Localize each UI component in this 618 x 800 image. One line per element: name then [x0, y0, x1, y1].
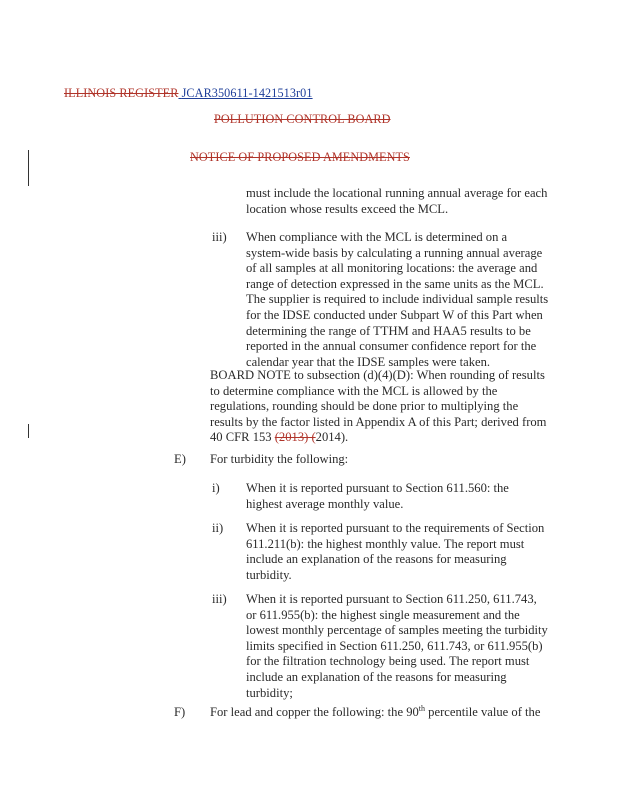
- item-iii-d-text: [246, 230, 548, 370]
- item-e-ii-text: [246, 521, 544, 583]
- board-header: POLLUTION CONTROL BOARD: [214, 112, 391, 126]
- text-line: include an explanation of the reasons for measuring: [246, 552, 507, 567]
- register-struck: ILLINOIS REGISTER: [64, 86, 179, 100]
- text-line: or 611.955(b): the highest single measurement and the: [246, 607, 520, 622]
- text-line: When it is reported pursuant to Section 611.250, 611.743,: [246, 592, 537, 606]
- text-line: highest average monthly value.: [246, 496, 404, 511]
- text-line: turbidity.: [246, 567, 292, 582]
- text-line: lowest monthly percentage of samples meeting the turbidity: [246, 623, 548, 638]
- item-e-ii-label: ii): [212, 521, 224, 535]
- text-line: When it is reported pursuant to the requirements of Section: [246, 521, 545, 535]
- text-line: The supplier is required to include individual sample results: [246, 292, 549, 307]
- item-e-iii-label: iii): [212, 592, 227, 606]
- text-line: location whose results exceed the MCL.: [246, 201, 449, 216]
- item-e-iii-text: [246, 592, 548, 701]
- text-line: must include the locational running annual average for each: [246, 186, 548, 200]
- item-f-text: For lead and copper the following: the 90th percentile value of the: [210, 703, 541, 719]
- register-header: [64, 86, 313, 101]
- text-line: for the IDSE conducted under Subpart W of this Part when: [246, 307, 543, 322]
- text-line: When it is reported pursuant to Section 611.560: the: [246, 481, 509, 495]
- item-e-i-text: [246, 481, 509, 512]
- text-line: range of detection expressed in the same units as the MCL.: [246, 276, 544, 291]
- item-e-text: For turbidity the following:: [210, 452, 349, 466]
- text-line: system-wide basis by calculating a running annual average: [246, 245, 543, 260]
- text-line: for the filtration technology being used. The report must: [246, 654, 530, 669]
- change-bar-middle: [28, 424, 29, 438]
- board-note: [210, 368, 546, 446]
- register-inserted: JCAR350611-1421513r01: [181, 86, 313, 100]
- text-line: regulations, rounding should be done prior to multiplying the: [210, 399, 519, 414]
- text-line: reported in the annual consumer confidence report for the: [246, 339, 537, 354]
- text-line-last: 40 CFR 153 (2013) (2014).: [210, 430, 349, 445]
- superscript-th: th: [418, 703, 426, 713]
- item-e-i-label: i): [212, 481, 220, 495]
- text-line: calendar year that the IDSE samples were taken.: [246, 354, 491, 369]
- notice-header: NOTICE OF PROPOSED AMENDMENTS: [190, 150, 410, 164]
- text-line: results by the factor listed in Appendix A of this Part; derived from: [210, 414, 547, 429]
- text-line: of all samples at all monitoring locations: the average and: [246, 261, 538, 276]
- text-line: to determine compliance with the MCL is allowed by the: [210, 383, 498, 398]
- item-f-label: F): [174, 705, 186, 719]
- text-line: When compliance with the MCL is determined on a: [246, 230, 508, 244]
- text-line: BOARD NOTE to subsection (d)(4)(D): When rounding of results: [210, 368, 545, 382]
- text-line: limits specified in Section 611.250, 611.743, or 611.955(b): [246, 638, 543, 653]
- text-line: include an explanation of the reasons for measuring: [246, 669, 507, 684]
- text-line: turbidity;: [246, 685, 293, 700]
- item-e-label: E): [174, 452, 186, 466]
- change-bar-top: [28, 150, 29, 186]
- continuation-text: [246, 186, 547, 217]
- item-iii-d-label: iii): [212, 230, 227, 244]
- text-line: determining the range of TTHM and HAA5 results to be: [246, 323, 531, 338]
- struck-year: (2013) (: [274, 430, 316, 445]
- text-line: 611.211(b): the highest monthly value. The report must: [246, 536, 525, 551]
